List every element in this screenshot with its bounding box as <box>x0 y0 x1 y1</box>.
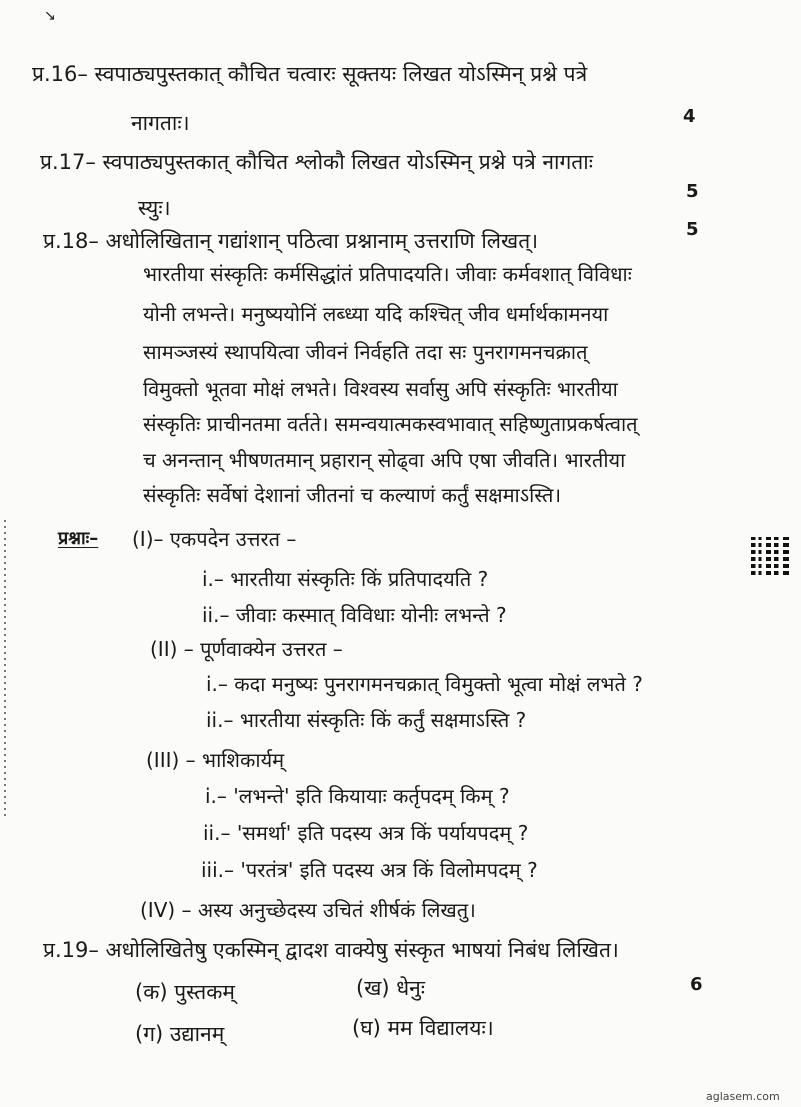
q16-marks: 4 <box>683 106 696 127</box>
section-3-heading: (III) – भाशिकार्यम् <box>146 748 285 772</box>
section-1-heading: (I)– एकपदेन उत्तरत – <box>132 527 297 551</box>
section-1-item: i.– भारतीया संस्कृतिः किं प्रतिपादयति ? <box>202 567 489 591</box>
passage-line: सामञ्जस्यं स्थापयित्वा जीवनं निर्वहति तदा सः पुनरागमनचक्रात् <box>143 340 588 364</box>
q19-line <box>43 938 619 963</box>
q19-option-kha: (ख) धेनुः <box>356 976 426 1000</box>
q17-line1 <box>40 150 593 175</box>
q19-option-gha: (घ) मम विद्यालयः। <box>352 1016 494 1040</box>
section-1-item: ii.– जीवाः कस्मात् विविधाः योनीः लभन्ते ? <box>202 603 507 627</box>
q19-marks: 6 <box>690 974 703 995</box>
section-2-heading: (II) – पूर्णवाक्येन उत्तरत – <box>150 637 343 661</box>
prashna-label: प्रश्नाः– <box>58 528 99 549</box>
q17-line2: स्युः। <box>138 196 171 220</box>
q16-label: प्र.16– <box>32 62 88 86</box>
q17-text-1: स्वपाठ्यपुस्तकात् कौचित श्लोकौ लिखत योऽस्मिन् प्रश्ने पत्रे नागताः <box>102 150 593 174</box>
q18-label: प्र.18– <box>43 229 99 253</box>
q18-text: अधोलिखितान् गद्यांशान् पठित्वा प्रश्नानाम् उत्तराणि लिखत्। <box>105 229 539 253</box>
q18-marks: 5 <box>686 219 699 240</box>
q16-text-1: स्वपाठ्यपुस्तकात् कौचित चत्वारः सूक्तयः लिखत योऽस्मिन् प्रश्ने पत्रे <box>94 62 588 86</box>
q17-label: प्र.17– <box>40 150 96 174</box>
q17-marks: 5 <box>686 181 699 202</box>
section-2-item: ii.– भारतीया संस्कृतिः किं कर्तुं सक्षमाऽस्ति ? <box>206 708 527 732</box>
passage-line: च अनन्तान् भीषणतमान् प्रहारान् सोढ्वा अपि एषा जीवति। भारतीया <box>143 448 626 472</box>
corner-mark: ↘ <box>44 8 56 24</box>
q19-label: प्र.19– <box>43 938 99 962</box>
q19-text: अधोलिखितेषु एकस्मिन् द्वादश वाक्येषु संस्कृत भाषयां निबंध लिखित। <box>105 938 619 962</box>
section-3-item: iii.– 'परतंत्र' इति पदस्य अत्र किं विलोमपदम् ? <box>201 858 538 882</box>
q19-option-ka: (क) पुस्तकम् <box>135 980 235 1004</box>
watermark-footer: aglasem.com <box>706 1090 780 1103</box>
passage-line: संस्कृतिः सर्वेषां देशानां जीतनां च कल्याणं कर्तुं सक्षमाऽस्ति। <box>143 483 562 507</box>
section-2-item: i.– कदा मनुष्यः पुनरागमनचक्रात् विमुक्तो भूत्वा मोक्षं लभते ? <box>206 672 643 696</box>
q18-line <box>43 229 538 254</box>
page-edge-perforation <box>4 520 6 820</box>
passage-line: योनी लभन्ते। मनुष्ययोनिं लब्ध्या यदि कश्चित् जीव धर्मार्थकामनया <box>143 302 609 326</box>
passage-line: संस्कृतिः प्राचीनतमा वर्तते। समन्वयात्मकस्वभावात् सहिष्णुताप्रकर्षत्वात् <box>143 412 638 436</box>
q16-line1 <box>32 62 587 87</box>
section-3-item: ii.– 'समर्था' इति पदस्य अत्र किं पर्यायपदम् ? <box>203 821 529 845</box>
section-4: (IV) – अस्य अनुच्छेदस्य उचितं शीर्षकं लिखतु। <box>140 898 476 922</box>
passage-line: विमुक्तो भूतवा मोक्षं लभते। विश्वस्य सर्वासु अपि संस्कृतिः भारतीया <box>143 377 618 401</box>
q16-line2: नागताः। <box>131 111 190 135</box>
qr-code <box>751 537 789 575</box>
passage-line: भारतीया संस्कृतिः कर्मसिद्धांतं प्रतिपादयति। जीवाः कर्मवशात् विविधाः <box>143 262 632 286</box>
section-3-item: i.– 'लभन्ते' इति कियायाः कर्तृपदम् किम् ? <box>205 784 510 808</box>
q19-option-ga: (ग) उद्यानम् <box>135 1022 225 1046</box>
